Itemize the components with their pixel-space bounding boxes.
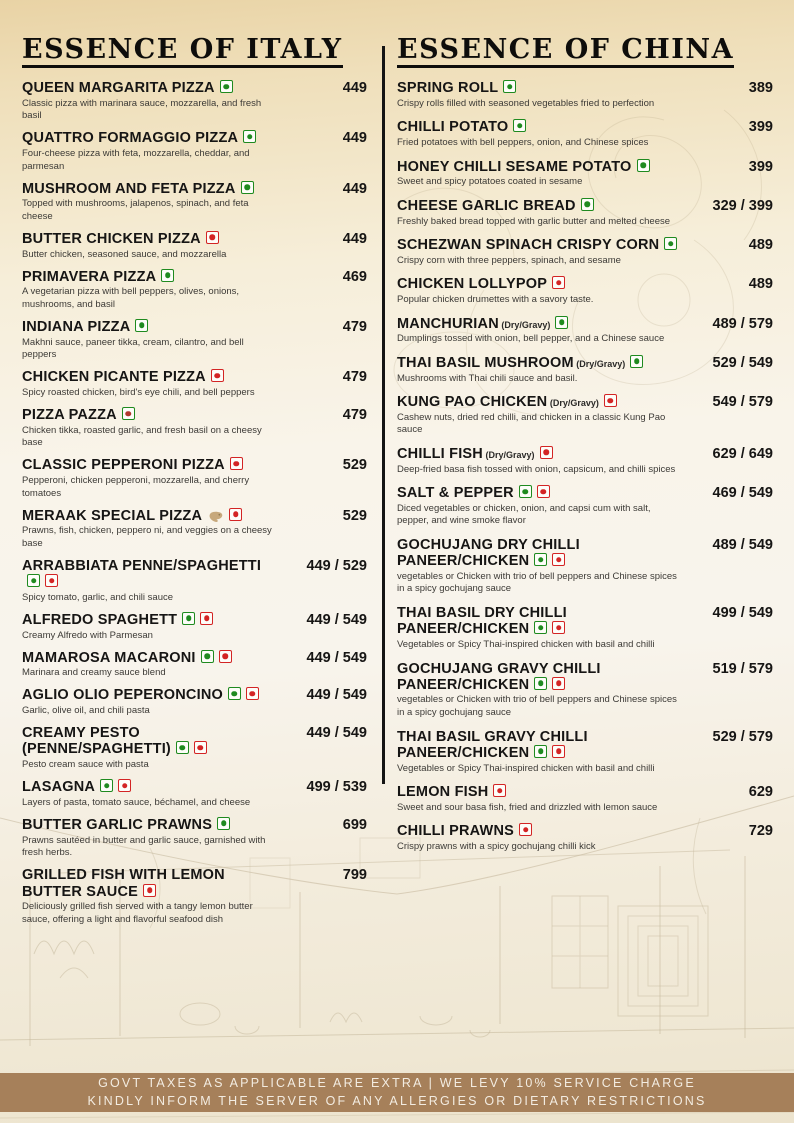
item-name: KUNG PAO CHICKEN (Dry/Gravy) bbox=[397, 394, 681, 410]
item-price: 449 bbox=[342, 230, 367, 247]
nonveg-icon bbox=[604, 394, 617, 407]
menu-item bbox=[397, 237, 773, 267]
menu-item bbox=[397, 784, 773, 814]
item-main bbox=[22, 650, 275, 680]
item-main bbox=[22, 558, 275, 605]
item-name: CHILLI POTATO bbox=[397, 119, 681, 135]
item-main bbox=[22, 817, 275, 860]
item-note: (Dry/Gravy) bbox=[547, 398, 599, 409]
item-price: 529 bbox=[342, 457, 367, 474]
veg-icon bbox=[241, 181, 254, 194]
menu-item bbox=[22, 80, 367, 123]
item-main bbox=[22, 457, 275, 500]
menu-item bbox=[22, 130, 367, 173]
item-price: 499 / 549 bbox=[712, 605, 773, 622]
menu-item bbox=[22, 725, 367, 772]
item-main bbox=[397, 394, 681, 437]
item-name: GOCHUJANG DRY CHILLI PANEER/CHICKEN bbox=[397, 536, 580, 570]
nonveg-icon bbox=[552, 621, 565, 634]
item-name: BUTTER CHICKEN PIZZA bbox=[22, 231, 275, 247]
item-description: Popular chicken drumettes with a savory taste. bbox=[397, 294, 594, 306]
item-name: GOCHUJANG GRAVY CHILLI PANEER/CHICKEN bbox=[397, 660, 601, 693]
veg-icon bbox=[555, 316, 568, 329]
nonveg-icon bbox=[211, 369, 224, 382]
item-price: 449 / 549 bbox=[306, 649, 367, 666]
item-description: Mushrooms with Thai chili sauce and basil. bbox=[397, 372, 578, 384]
nonveg-icon bbox=[230, 457, 243, 470]
item-main bbox=[22, 369, 275, 399]
item-name: MAMAROSA MACARONI bbox=[22, 650, 275, 666]
section-title-italy: ESSENCE OF ITALY bbox=[22, 36, 343, 68]
item-price: 399 bbox=[748, 119, 773, 136]
menu-item bbox=[397, 355, 773, 385]
item-main bbox=[397, 537, 681, 596]
item-description: Vegetables or Spicy Thai-inspired chicken with basil and chilli bbox=[397, 762, 655, 774]
veg-icon bbox=[220, 80, 233, 93]
item-price: 489 / 549 bbox=[712, 536, 773, 553]
item-name: AGLIO OLIO PEPERONCINO bbox=[22, 687, 275, 703]
item-name: CHILLI PRAWNS bbox=[397, 823, 681, 839]
item-note: (Dry/Gravy) bbox=[498, 319, 551, 330]
item-main bbox=[397, 159, 681, 189]
item-price: 699 bbox=[342, 816, 367, 833]
item-description: Pepperoni, chicken pepperoni, mozzarella, and cherry tomatoes bbox=[22, 475, 250, 499]
item-description: Vegetables or Spicy Thai-inspired chicken with basil and chilli bbox=[397, 638, 655, 650]
item-description: Butter chicken, seasoned sauce, and mozzarella bbox=[22, 248, 227, 260]
item-price: 799 bbox=[342, 867, 367, 884]
item-name: CHILLI FISH (Dry/Gravy) bbox=[397, 446, 681, 462]
mixed-veg-icon bbox=[122, 407, 135, 420]
footer-line-1: GOVT TAXES AS APPLICABLE ARE EXTRA | WE LEVY 10% SERVICE CHARGE bbox=[98, 1076, 696, 1090]
item-main bbox=[397, 276, 681, 306]
item-description: Four-cheese pizza with feta, mozzarella, cheddar, and parmesan bbox=[22, 148, 250, 172]
item-description: Deliciously grilled fish served with a tangy lemon butter sauce, offering a light and flavorful seafood dish bbox=[22, 901, 253, 925]
item-name: GRILLED FISH WITH LEMON BUTTER SAUCE bbox=[22, 867, 225, 900]
menu-item bbox=[22, 612, 367, 642]
item-price: 449 bbox=[342, 80, 367, 96]
item-description: vegetables or Chicken with trio of bell peppers and Chinese spices in a spicy gochujang sauce bbox=[397, 694, 677, 719]
item-price: 479 bbox=[342, 369, 367, 386]
item-description: Marinara and creamy sauce blend bbox=[22, 667, 166, 679]
item-description: Spicy roasted chicken, bird's eye chili, and bell peppers bbox=[22, 386, 255, 398]
item-price: 629 bbox=[748, 784, 773, 801]
nonveg-icon bbox=[229, 508, 242, 521]
nonveg-icon bbox=[200, 612, 213, 625]
item-note: (Dry/Gravy) bbox=[482, 449, 535, 460]
item-description: Fried potatoes with bell peppers, onion, and Chinese spices bbox=[397, 137, 649, 148]
item-main bbox=[397, 80, 681, 110]
item-main bbox=[22, 779, 275, 809]
veg-icon bbox=[243, 130, 256, 143]
menu-item bbox=[397, 198, 773, 228]
item-price: 469 / 549 bbox=[712, 485, 773, 502]
china-item-list bbox=[397, 80, 773, 854]
menu-item bbox=[397, 823, 773, 853]
menu-item bbox=[397, 276, 773, 306]
item-main bbox=[397, 237, 681, 267]
item-price: 479 bbox=[342, 318, 367, 335]
item-description: Crispy prawns with a spicy gochujang chilli kick bbox=[397, 841, 596, 853]
menu-item bbox=[397, 316, 773, 346]
item-description: Spicy tomato, garlic, and chili sauce bbox=[22, 591, 174, 603]
item-main bbox=[397, 316, 681, 346]
item-price: 519 / 579 bbox=[712, 660, 773, 677]
item-main bbox=[397, 119, 681, 149]
item-price: 529 bbox=[342, 507, 367, 524]
nonveg-icon bbox=[552, 677, 565, 690]
item-description: Topped with mushrooms, jalapenos, spinach, and feta cheese bbox=[22, 198, 249, 222]
item-name: BUTTER GARLIC PRAWNS bbox=[22, 817, 275, 833]
veg-icon bbox=[519, 485, 532, 498]
item-name: LASAGNA bbox=[22, 779, 275, 795]
veg-icon bbox=[135, 319, 148, 332]
nonveg-icon bbox=[194, 741, 207, 754]
item-name: CHICKEN LOLLYPOP bbox=[397, 276, 681, 292]
item-main bbox=[397, 198, 681, 228]
item-name: MANCHURIAN (Dry/Gravy) bbox=[397, 316, 681, 332]
item-name: CREAMY PESTO (PENNE/SPAGHETTI) bbox=[22, 725, 275, 757]
item-main bbox=[22, 867, 275, 926]
item-price: 449 bbox=[342, 180, 367, 197]
column-divider bbox=[382, 46, 385, 784]
item-price: 529 / 549 bbox=[712, 354, 773, 371]
item-price: 449 bbox=[342, 130, 367, 147]
item-name: CLASSIC PEPPERONI PIZZA bbox=[22, 457, 275, 473]
nonveg-icon bbox=[118, 779, 131, 792]
item-name: QUATTRO FORMAGGIO PIZZA bbox=[22, 130, 275, 146]
item-name: CHEESE GARLIC BREAD bbox=[397, 198, 681, 214]
item-main bbox=[397, 485, 681, 528]
menu-item bbox=[22, 369, 367, 399]
item-price: 629 / 649 bbox=[712, 445, 773, 462]
item-description: Crispy rolls filled with seasoned vegetables fried to perfection bbox=[397, 97, 655, 109]
item-main bbox=[397, 355, 681, 385]
item-name: SCHEZWAN SPINACH CRISPY CORN bbox=[397, 237, 681, 253]
nonveg-icon bbox=[519, 823, 532, 836]
menu-item bbox=[397, 729, 773, 776]
item-main bbox=[397, 605, 681, 652]
nonveg-icon bbox=[552, 276, 565, 289]
item-description: A vegetarian pizza with bell peppers, olives, onions, mushrooms, and basil bbox=[22, 286, 240, 310]
item-name: LEMON FISH bbox=[397, 784, 681, 800]
veg-icon bbox=[534, 621, 547, 634]
item-main bbox=[22, 130, 275, 173]
menu-item bbox=[397, 661, 773, 720]
item-price: 399 bbox=[748, 158, 773, 175]
menu-item bbox=[22, 779, 367, 809]
veg-icon bbox=[161, 269, 174, 282]
item-main bbox=[22, 508, 275, 551]
footer-note bbox=[0, 1073, 794, 1112]
section-italy bbox=[22, 34, 367, 925]
item-name: ARRABBIATA PENNE/SPAGHETTI bbox=[22, 558, 275, 590]
item-price: 489 / 579 bbox=[712, 315, 773, 332]
veg-icon bbox=[100, 779, 113, 792]
item-name: THAI BASIL DRY CHILLI PANEER/CHICKEN bbox=[397, 605, 567, 638]
item-description: Freshly baked bread topped with garlic butter and melted cheese bbox=[397, 215, 671, 227]
veg-icon bbox=[630, 355, 643, 368]
item-description: Prawns sautéed in butter and garlic sauce, garnished with fresh herbs. bbox=[22, 834, 266, 859]
item-description: Sweet and spicy potatoes coated in sesame bbox=[397, 176, 583, 188]
item-main bbox=[22, 687, 275, 717]
item-price: 449 / 529 bbox=[306, 557, 367, 574]
item-name: MERAAK SPECIAL PIZZA bbox=[22, 508, 275, 524]
nonveg-icon bbox=[552, 553, 565, 566]
item-main bbox=[397, 823, 681, 853]
section-china bbox=[397, 34, 773, 853]
item-name: QUEEN MARGARITA PIZZA bbox=[22, 80, 275, 96]
item-price: 449 / 549 bbox=[306, 611, 367, 628]
item-description: Chicken tikka, roasted garlic, and fresh basil on a cheesy base bbox=[22, 424, 262, 449]
veg-icon bbox=[182, 612, 195, 625]
item-name: MUSHROOM AND FETA PIZZA bbox=[22, 181, 275, 197]
item-name: CHICKEN PICANTE PIZZA bbox=[22, 369, 275, 385]
item-description: Prawns, fish, chicken, peppero ni, and veggies on a cheesy base bbox=[22, 525, 272, 549]
item-description: Cashew nuts, dried red chilli, and chicken in a classic Kung Pao sauce bbox=[397, 411, 666, 436]
item-price: 529 / 579 bbox=[712, 728, 773, 745]
menu-item bbox=[397, 605, 773, 652]
veg-icon bbox=[534, 553, 547, 566]
menu-item bbox=[22, 181, 367, 224]
item-name: THAI BASIL GRAVY CHILLI PANEER/CHICKEN bbox=[397, 728, 588, 761]
menu-item bbox=[22, 817, 367, 860]
prawn-icon bbox=[207, 510, 224, 522]
item-price: 449 / 549 bbox=[306, 725, 367, 742]
item-price: 329 / 399 bbox=[712, 197, 773, 214]
footer-line-2: KINDLY INFORM THE SERVER OF ANY ALLERGIES OR DIETARY RESTRICTIONS bbox=[87, 1094, 707, 1108]
section-title-china: ESSENCE OF CHINA bbox=[397, 36, 734, 68]
item-name: THAI BASIL MUSHROOM (Dry/Gravy) bbox=[397, 355, 681, 371]
item-description: Dumplings tossed with onion, bell pepper, and a Chinese sauce bbox=[397, 333, 665, 345]
item-description: Layers of pasta, tomato sauce, béchamel, and cheese bbox=[22, 796, 251, 808]
item-price: 499 / 539 bbox=[306, 779, 367, 796]
item-description: vegetables or Chicken with trio of bell peppers and Chinese spices in a spicy gochujang sauce bbox=[397, 570, 677, 595]
menu-item bbox=[22, 508, 367, 551]
item-description: Crispy corn with three peppers, spinach, and sesame bbox=[397, 254, 621, 266]
menu-item bbox=[22, 687, 367, 717]
item-main bbox=[22, 269, 275, 312]
item-main bbox=[397, 784, 681, 814]
nonveg-icon bbox=[219, 650, 232, 663]
veg-icon bbox=[176, 741, 189, 754]
nonveg-icon bbox=[552, 745, 565, 758]
veg-icon bbox=[503, 80, 516, 93]
nonveg-icon bbox=[246, 687, 259, 700]
menu-item bbox=[397, 485, 773, 528]
veg-icon bbox=[534, 745, 547, 758]
nonveg-icon bbox=[493, 784, 506, 797]
item-price: 489 bbox=[748, 276, 773, 293]
item-name: ALFREDO SPAGHETT bbox=[22, 612, 275, 628]
item-price: 389 bbox=[748, 80, 773, 96]
item-main bbox=[22, 407, 275, 450]
item-description: Classic pizza with marinara sauce, mozzarella, and fresh basil bbox=[22, 97, 262, 122]
veg-icon bbox=[534, 677, 547, 690]
item-main bbox=[397, 661, 681, 720]
nonveg-icon bbox=[206, 231, 219, 244]
item-name: SPRING ROLL bbox=[397, 80, 681, 96]
item-name: HONEY CHILLI SESAME POTATO bbox=[397, 159, 681, 175]
menu-item bbox=[397, 537, 773, 596]
item-price: 469 bbox=[342, 268, 367, 285]
veg-icon bbox=[217, 817, 230, 830]
veg-icon bbox=[201, 650, 214, 663]
item-note: (Dry/Gravy) bbox=[573, 358, 626, 369]
menu-item bbox=[397, 394, 773, 437]
menu-item bbox=[22, 407, 367, 450]
italy-item-list bbox=[22, 80, 367, 926]
item-description: Sweet and sour basa fish, fried and drizzled with lemon sauce bbox=[397, 801, 658, 813]
item-main bbox=[22, 231, 275, 261]
veg-icon bbox=[664, 237, 677, 250]
item-description: Pesto cream sauce with pasta bbox=[22, 759, 149, 771]
item-description: Diced vegetables or chicken, onion, and capsi cum with salt, pepper, and wine smoke flavor bbox=[397, 502, 651, 527]
item-price: 549 / 579 bbox=[712, 394, 773, 411]
menu-item bbox=[22, 558, 367, 605]
item-description: Deep-fried basa fish tossed with onion, capsicum, and chilli spices bbox=[397, 463, 676, 475]
nonveg-icon bbox=[143, 884, 156, 897]
item-main bbox=[22, 612, 275, 642]
item-main bbox=[397, 729, 681, 776]
item-name: PIZZA PAZZA bbox=[22, 407, 275, 423]
menu-item bbox=[22, 269, 367, 312]
menu-item bbox=[22, 231, 367, 261]
item-description: Garlic, olive oil, and chili pasta bbox=[22, 705, 150, 717]
nonveg-icon bbox=[537, 485, 550, 498]
item-main bbox=[22, 80, 275, 123]
item-description: Makhni sauce, paneer tikka, cream, cilantro, and bell peppers bbox=[22, 336, 244, 361]
item-main bbox=[22, 319, 275, 362]
item-price: 489 bbox=[748, 237, 773, 254]
menu-item bbox=[397, 446, 773, 476]
item-price: 449 / 549 bbox=[306, 687, 367, 704]
veg-icon bbox=[513, 119, 526, 132]
item-price: 729 bbox=[748, 823, 773, 840]
item-name: PRIMAVERA PIZZA bbox=[22, 269, 275, 285]
veg-icon bbox=[228, 687, 241, 700]
menu-item bbox=[22, 319, 367, 362]
veg-icon bbox=[581, 198, 594, 211]
veg-icon bbox=[27, 574, 40, 587]
menu-item bbox=[22, 867, 367, 926]
menu-item bbox=[22, 457, 367, 500]
menu-item bbox=[397, 159, 773, 189]
nonveg-icon bbox=[540, 446, 553, 459]
menu-item bbox=[22, 650, 367, 680]
item-name: INDIANA PIZZA bbox=[22, 319, 275, 335]
item-description: Creamy Alfredo with Parmesan bbox=[22, 629, 153, 641]
item-main bbox=[22, 181, 275, 224]
veg-icon bbox=[637, 159, 650, 172]
item-name: SALT & PEPPER bbox=[397, 485, 681, 501]
item-main bbox=[397, 446, 681, 476]
nonveg-icon bbox=[45, 574, 58, 587]
menu-item bbox=[397, 119, 773, 149]
item-main bbox=[22, 725, 275, 772]
menu-item bbox=[397, 80, 773, 110]
item-price: 479 bbox=[342, 407, 367, 424]
